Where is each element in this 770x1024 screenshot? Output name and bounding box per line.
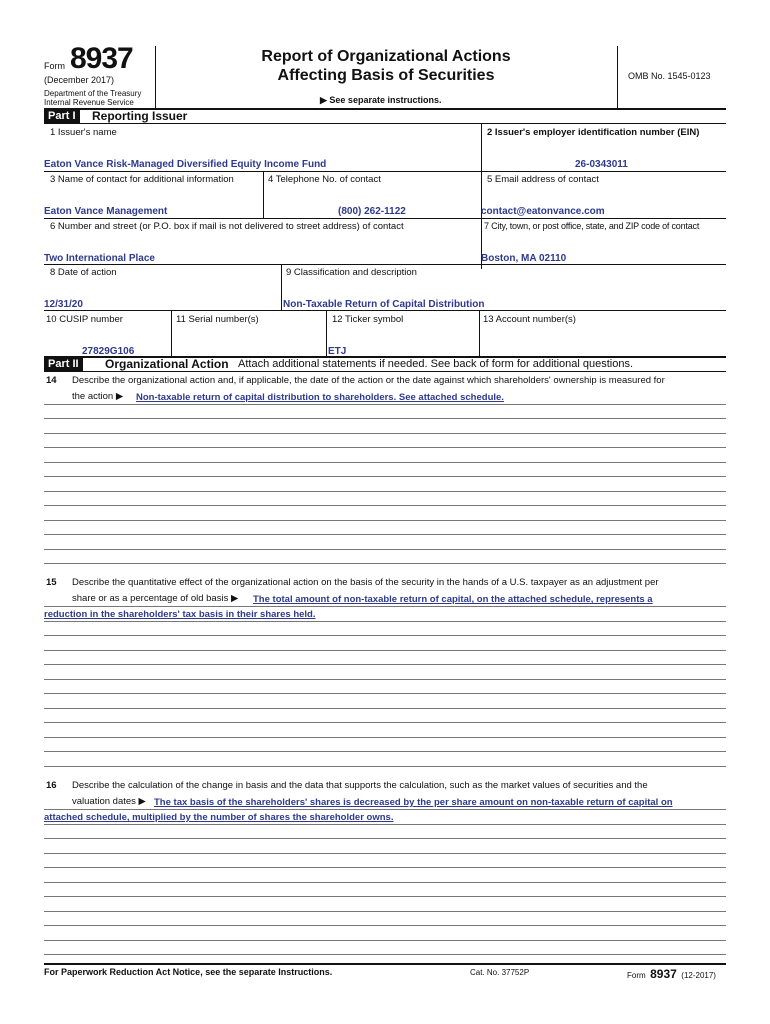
field-6-label: 6 Number and street (or P.O. box if mail is not delivered to street address) of contact [50, 221, 404, 232]
field-10-label: 10 CUSIP number [46, 314, 123, 325]
field-8-label: 8 Date of action [50, 267, 117, 278]
q16-answer-1[interactable]: The tax basis of the shareholders' shares is decreased by the per share amount on non-taxable return of capital on [154, 797, 673, 808]
field-9-label: 9 Classification and description [286, 267, 417, 278]
q16-answer-2[interactable]: attached schedule, multiplied by the number of shares the shareholder owns. [44, 812, 394, 823]
footer-form-number: 8937 [650, 967, 677, 981]
title-line-1: Report of Organizational Actions [261, 48, 511, 65]
part-1-tag: Part I [44, 109, 80, 123]
q14-answer[interactable]: Non-taxable return of capital distribution to shareholders. See attached schedule. [136, 392, 504, 403]
field-1-label: 1 Issuer's name [50, 127, 117, 138]
form-number: 8937 [70, 42, 133, 75]
q15-answer-2[interactable]: reduction in the shareholders' tax basis in their shares held. [44, 609, 316, 620]
omb-number: OMB No. 1545-0123 [628, 71, 711, 81]
field-7-label: 7 City, town, or post office, state, and ZIP code of contact [484, 221, 700, 231]
part-1-title: Reporting Issuer [92, 109, 188, 123]
classification-value[interactable]: Non-Taxable Return of Capital Distribution [283, 299, 485, 310]
form-word: Form [44, 61, 65, 71]
part-2-tag: Part II [44, 357, 83, 371]
title-line-2: Affecting Basis of Securities [277, 67, 495, 84]
ticker-value[interactable]: ETJ [328, 346, 347, 357]
field-11-label: 11 Serial number(s) [176, 314, 259, 325]
field-3-label: 3 Name of contact for additional information [50, 174, 234, 185]
field-13-label: 13 Account number(s) [483, 314, 576, 325]
footer-revision: (12-2017) [681, 971, 716, 980]
cusip-value[interactable]: 27829G106 [82, 346, 135, 357]
part-2-subtitle: Attach additional statements if needed. See back of form for additional questions. [238, 358, 634, 370]
dept-line-1: Department of the Treasury [44, 89, 142, 98]
arrow-right-icon: ▶ [320, 95, 330, 105]
street-value[interactable]: Two International Place [44, 253, 155, 264]
q15-text-2: share or as a percentage of old basis ▶ [72, 593, 239, 604]
field-12-label: 12 Ticker symbol [332, 314, 404, 325]
footer-form-word: Form [627, 971, 646, 980]
q15-answer-1[interactable]: The total amount of non-taxable return of capital, on the attached schedule, represents a [253, 594, 653, 605]
telephone-value[interactable]: (800) 262-1122 [338, 206, 406, 217]
dept-line-2: Internal Revenue Service [44, 98, 134, 107]
form-revision: (December 2017) [44, 75, 115, 85]
q15-text-1: Describe the quantitative effect of the organizational action on the basis of the security in the hands of a U.S. taxpayer as an adjustment per [72, 577, 659, 588]
email-value[interactable]: contact@eatonvance.com [481, 206, 605, 217]
contact-name-value[interactable]: Eaton Vance Management [44, 206, 168, 217]
field-2-label: 2 Issuer's employer identification number (EIN) [487, 127, 700, 138]
paperwork-notice: For Paperwork Reduction Act Notice, see the separate Instructions. [44, 967, 333, 977]
q14-text-2: the action ▶ [72, 391, 124, 402]
q16-text-1: Describe the calculation of the change in basis and the data that supports the calculation, such as the market values of securities and the [72, 780, 648, 791]
date-of-action-value[interactable]: 12/31/20 [44, 299, 83, 310]
issuer-name-value[interactable]: Eaton Vance Risk-Managed Diversified Equity Income Fund [44, 159, 327, 170]
field-5-label: 5 Email address of contact [487, 174, 599, 185]
catalog-number: Cat. No. 37752P [470, 968, 530, 977]
instructions-note [320, 95, 441, 106]
footer-form-id [627, 965, 716, 983]
q16-number: 16 [46, 780, 57, 791]
q14-number: 14 [46, 375, 57, 386]
part-2-title: Organizational Action [105, 357, 229, 371]
field-4-label: 4 Telephone No. of contact [268, 174, 381, 185]
instructions-text: See separate instructions. [329, 95, 442, 105]
q14-text-1: Describe the organizational action and, if applicable, the date of the action or the date against which shareholders' ownership is measured for [72, 375, 665, 386]
ein-value[interactable]: 26-0343011 [575, 159, 628, 170]
q16-text-2: valuation dates ▶ [72, 796, 146, 807]
q15-number: 15 [46, 577, 57, 588]
city-value[interactable]: Boston, MA 02110 [481, 253, 567, 264]
